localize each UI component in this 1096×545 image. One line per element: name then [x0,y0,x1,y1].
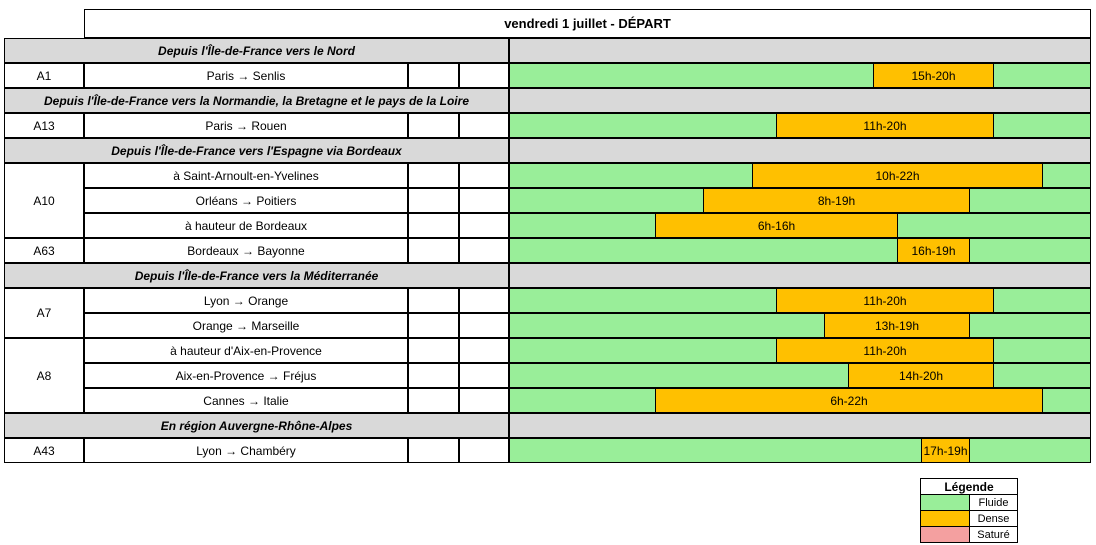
segment-name: Aix-en-Provence → Fréjus [84,363,408,388]
empty-cell [459,188,509,213]
legend [920,478,1018,543]
fluide-segment [510,364,848,387]
empty-cell [408,338,459,363]
fluide-segment [510,439,921,462]
segment-name: Paris → Senlis [84,63,408,88]
fluide-segment [993,364,1090,387]
legend-swatch [921,511,970,526]
legend-item [921,511,1017,527]
road-code: A1 [4,63,84,88]
road-code: A7 [4,288,84,338]
section-header-fill [509,138,1091,163]
empty-cell [459,438,509,463]
empty-cell [408,113,459,138]
traffic-bar [509,288,1091,313]
road-code: A8 [4,338,84,413]
fluide-segment [510,239,897,262]
dense-segment: 11h-20h [776,339,993,362]
fluide-segment [897,214,1090,237]
segment-name: Orléans → Poitiers [84,188,408,213]
dense-segment: 6h-16h [655,214,897,237]
fluide-segment [510,189,703,212]
road-code: A10 [4,163,84,238]
road-code: A13 [4,113,84,138]
fluide-segment [510,114,776,137]
page-title: vendredi 1 juillet - DÉPART [84,9,1091,38]
section-header-fill [509,88,1091,113]
fluide-segment [993,64,1090,87]
empty-cell [459,63,509,88]
fluide-segment [993,289,1090,312]
empty-cell [408,63,459,88]
empty-cell [459,338,509,363]
fluide-segment [510,339,776,362]
fluide-segment [510,214,655,237]
legend-item [921,527,1017,542]
fluide-segment [510,64,873,87]
empty-cell [408,238,459,263]
empty-cell [408,388,459,413]
section-header: En région Auvergne-Rhône-Alpes [4,413,509,438]
dense-segment: 6h-22h [655,389,1042,412]
dense-segment: 11h-20h [776,289,993,312]
segment-name: Cannes → Italie [84,388,408,413]
empty-cell [459,163,509,188]
segment-name: à hauteur de Bordeaux [84,213,408,238]
traffic-bar [509,213,1091,238]
empty-cell [459,363,509,388]
traffic-bar [509,238,1091,263]
dense-segment: 17h-19h [921,439,969,462]
empty-cell [459,388,509,413]
section-header-fill [509,38,1091,63]
fluide-segment [969,314,1090,337]
section-header: Depuis l'Île-de-France vers le Nord [4,38,509,63]
segment-name: Lyon → Chambéry [84,438,408,463]
dense-segment: 10h-22h [752,164,1042,187]
empty-cell [459,213,509,238]
empty-cell [459,288,509,313]
dense-segment: 8h-19h [703,189,969,212]
fluide-segment [510,314,824,337]
legend-swatch [921,495,970,510]
traffic-bar [509,113,1091,138]
empty-cell [459,313,509,338]
traffic-bar [509,338,1091,363]
legend-label: Fluide [978,496,1009,509]
section-header: Depuis l'Île-de-France vers la Normandie, la Bretagne et le pays de la Loire [4,88,509,113]
legend-title: Légende [921,479,1017,495]
fluide-segment [969,439,1090,462]
empty-cell [408,363,459,388]
dense-segment: 13h-19h [824,314,969,337]
dense-segment: 11h-20h [776,114,993,137]
fluide-segment [993,114,1090,137]
section-header-fill [509,263,1091,288]
traffic-bar [509,313,1091,338]
traffic-bar [509,63,1091,88]
segment-name: Lyon → Orange [84,288,408,313]
traffic-bar [509,388,1091,413]
section-header: Depuis l'Île-de-France vers l'Espagne via Bordeaux [4,138,509,163]
traffic-bar [509,163,1091,188]
road-code: A43 [4,438,84,463]
fluide-segment [1042,164,1090,187]
segment-name: Bordeaux → Bayonne [84,238,408,263]
empty-cell [408,438,459,463]
dense-segment: 15h-20h [873,64,993,87]
section-header: Depuis l'Île-de-France vers la Méditerranée [4,263,509,288]
segment-name: Orange → Marseille [84,313,408,338]
traffic-bar [509,363,1091,388]
empty-cell [459,113,509,138]
fluide-segment [969,239,1090,262]
segment-name: à Saint-Arnoult-en-Yvelines [84,163,408,188]
dense-segment: 14h-20h [848,364,993,387]
fluide-segment [993,339,1090,362]
empty-cell [408,163,459,188]
legend-label: Saturé [977,528,1010,541]
traffic-bar [509,438,1091,463]
section-header-fill [509,413,1091,438]
empty-cell [408,288,459,313]
fluide-segment [510,289,776,312]
legend-swatch [921,527,970,542]
traffic-bar [509,188,1091,213]
fluide-segment [969,189,1090,212]
fluide-segment [510,164,752,187]
legend-label: Dense [977,512,1010,525]
legend-item [921,495,1017,511]
empty-cell [459,238,509,263]
empty-cell [408,188,459,213]
road-code: A63 [4,238,84,263]
empty-cell [408,313,459,338]
dense-segment: 16h-19h [897,239,969,262]
segment-name: à hauteur d'Aix-en-Provence [84,338,408,363]
empty-cell [408,213,459,238]
segment-name: Paris → Rouen [84,113,408,138]
fluide-segment [1042,389,1090,412]
fluide-segment [510,389,655,412]
